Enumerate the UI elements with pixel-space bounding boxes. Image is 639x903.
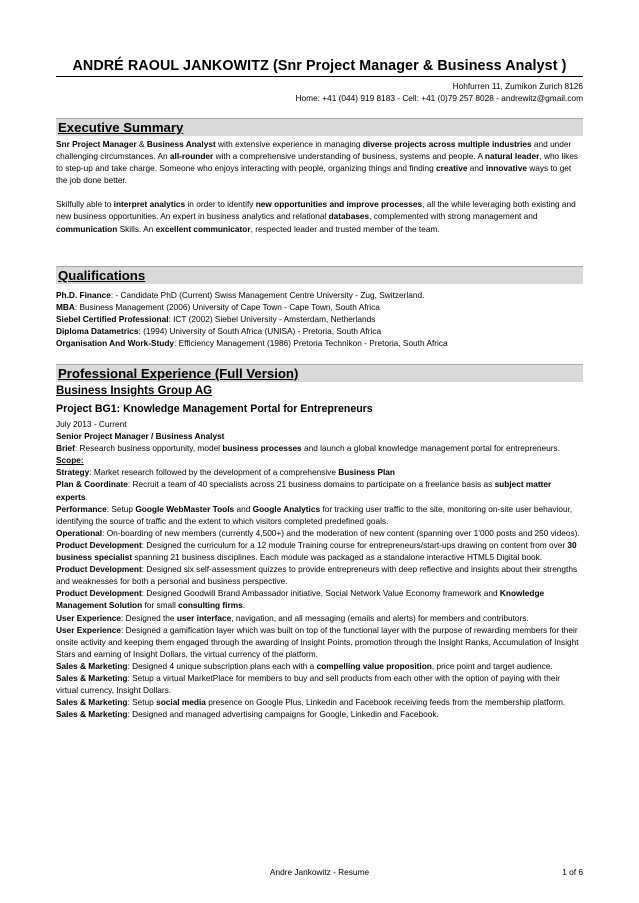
experience-details	[56, 418, 583, 720]
summary-paragraph-2	[56, 198, 583, 234]
bold-text: Sales & Marketing	[56, 672, 128, 683]
experience-line	[56, 478, 583, 502]
qualification-item	[56, 337, 583, 349]
bold-text: Product Development	[56, 588, 142, 599]
text-run: , all the while leveraging both existing and new business opportunities. An expert in business analytics and relational	[56, 199, 576, 222]
bold-text: Operational	[56, 527, 103, 538]
summary-heading-bar	[56, 118, 583, 136]
bold-text: Plan & Coordinate	[56, 479, 128, 490]
text-run: : (1994) University of South Africa (UNISA) - Pretoria, South Africa	[138, 326, 382, 337]
bold-text: innovative	[485, 163, 527, 174]
text-run: for tracking user traffic to the site, monitoring on-site user behaviour, identifying the source of traffic and the extent to which visitors completed predefined goals.	[56, 503, 573, 526]
footer-label: Andre Jankowitz - Resume	[269, 867, 370, 877]
text-run: : Designed six self-assessment quizzes to provide entrepreneurs with deep reflective and insights about their strengths and weaknesses for both a personal and business perspective.	[56, 564, 578, 587]
qualifications-heading: Qualifications	[58, 268, 146, 283]
summary-heading: Executive Summary	[58, 120, 184, 135]
experience-line	[56, 466, 583, 478]
text-run: : Designed the	[121, 612, 177, 623]
bold-text: social media	[156, 697, 206, 708]
text-run: &	[136, 139, 147, 149]
text-run: and launch a global knowledge management portal for entrepreneurs.	[301, 443, 560, 454]
bold-text: natural leader	[484, 151, 540, 162]
bold-text: interpret analytics	[113, 199, 186, 210]
text-run: : Setup	[127, 697, 157, 708]
bold-text: compelling value proposition	[316, 660, 432, 671]
bold-text: Business Analyst	[146, 139, 216, 149]
qualifications-heading-bar	[56, 266, 583, 284]
text-run: and under challenging circumstances. An	[56, 139, 572, 162]
experience-line	[56, 539, 583, 563]
bold-text: Knowledge Management Solution	[56, 588, 545, 611]
experience-line	[56, 708, 583, 720]
text-run: for small	[142, 600, 179, 611]
experience-line	[56, 430, 583, 442]
bold-text: Ph.D. Finance	[56, 290, 111, 300]
bold-text: subject matter experts	[56, 479, 552, 502]
bold-text: Business Plan	[338, 467, 395, 478]
text-run: Skilfully able to	[56, 199, 114, 210]
contact-line: Home: +41 (044) 919 8183 - Cell: +41 (0)79 257 8028 - andrewitz@gmail.com	[295, 93, 583, 103]
experience-line	[56, 454, 583, 466]
summary-body	[56, 138, 583, 235]
qualification-item	[56, 325, 583, 337]
qualification-item	[56, 301, 583, 313]
bold-text: Product Development	[56, 539, 142, 550]
experience-line	[56, 418, 583, 430]
text-run: : Market research followed by the development of a comprehensive	[89, 467, 339, 478]
text-run: , navigation, and all messaging (emails and alerts) for members and contributors.	[231, 612, 529, 623]
experience-line	[56, 503, 583, 527]
text-run: , complemented with strong management and	[369, 211, 538, 222]
company-name: Business Insights Group AG	[56, 385, 213, 397]
experience-line	[56, 612, 583, 624]
text-run: : Setup	[106, 503, 136, 514]
text-run: and	[467, 163, 486, 174]
text-run: spanning 21 business disciplines. Each module was packaged as a standalone interactive HTML5 Digital book.	[132, 552, 543, 563]
bold-text: excellent communicator	[155, 223, 251, 234]
bold-text: all-rounder	[169, 151, 214, 162]
qualifications-list	[56, 289, 583, 349]
text-run: Skills. An	[117, 223, 156, 234]
experience-heading-bar	[56, 364, 583, 382]
experience-line	[56, 660, 583, 672]
text-run: : ICT (2002) Siebel University - Amsterdam, Netherlands	[168, 314, 376, 325]
bold-text: new opportunities and improve processes	[255, 199, 423, 210]
bold-text: business processes	[222, 443, 302, 454]
text-run: : Designed the curriculum for a 12 module Training course for entrepreneurs/start-ups drawing on content from over	[141, 539, 568, 550]
bold-text: diverse projects across multiple industries	[362, 139, 532, 149]
text-run: , who likes to step-up and take charge. Someone who enjoys interacting with people, organizing things and finding	[56, 151, 579, 174]
bold-text: Product Development	[56, 564, 142, 575]
text-run: : Designed and managed advertising campaigns for Google, Linkedin and Facebook.	[127, 709, 439, 720]
experience-line	[56, 624, 583, 660]
title-divider	[56, 76, 583, 77]
text-run: , respected leader and trusted member of the team.	[250, 223, 440, 234]
bold-text: Performance	[56, 503, 107, 514]
text-run: : Designed Goodwill Brand Ambassador initiative, Social Network Value Economy framework and	[141, 588, 500, 599]
text-run: : Research business opportunity, model	[74, 443, 223, 454]
bold-text: Sales & Marketing	[56, 709, 128, 720]
text-run: in order to identify	[185, 199, 256, 210]
text-run: .	[242, 600, 246, 611]
text-run: with a comprehensive understanding of business, systems and people. A	[213, 151, 485, 162]
bold-text: Strategy	[56, 467, 90, 478]
address-line: Hohfurren 11, Zumikon Zurich 8126	[452, 81, 583, 91]
text-run: : Business Management (2006) University of Cape Town - Cape Town, South Africa	[74, 302, 380, 313]
resume-title: ANDRÉ RAOUL JANKOWITZ (Snr Project Manager & Business Analyst )	[72, 58, 567, 74]
bold-text: communication	[56, 223, 118, 234]
text-run: with extensive experience in managing	[215, 139, 363, 149]
bold-text: user interface	[176, 612, 232, 623]
text-run: and	[234, 503, 253, 514]
bold-text: databases	[328, 211, 370, 222]
text-run: : Designed a gamification layer which was built on top of the functional layer with the purpose of rewarding members for their onsite activity and keeping them engaged through the awarding of Insight Points, promotion through the Insight Ranks, Accumulation of Insight Stars and earning of Insight Dollars, the virtual currency of the platform.	[56, 624, 579, 659]
text-run: : Designed 4 unique subscription plans each with a	[127, 660, 317, 671]
bold-text: Google WebMaster Tools	[135, 503, 235, 514]
bold-text: MBA	[56, 302, 75, 313]
text-run: , price point and target audience.	[431, 660, 553, 671]
experience-heading: Professional Experience (Full Version)	[58, 366, 299, 381]
text-run: : Setup a virtual MarketPlace for members to buy and sell products from each other with the option of paying with their virtual currency, Insight Dollars.	[56, 672, 561, 696]
bold-text: consulting firms	[178, 600, 243, 611]
experience-line	[56, 696, 583, 708]
text-run: : On-boarding of new members (currently 4,500+) and the moderation of new content (spanning over 1’000 posts and 250 videos).	[102, 527, 580, 538]
experience-line	[56, 672, 583, 696]
text-run: ways to get the job done better.	[56, 163, 572, 186]
bold-text: Sales & Marketing	[56, 697, 128, 708]
experience-line	[56, 563, 583, 587]
bold-text: Senior Project Manager / Business Analyst	[56, 431, 225, 442]
bold-text: User Experience	[56, 624, 122, 635]
experience-line	[56, 442, 583, 454]
bold-text: 30 business specialist	[56, 539, 577, 563]
qualification-item	[56, 289, 583, 301]
bold-text: User Experience	[56, 612, 122, 623]
text-run: : - Candidate PhD (Current) Swiss Management Centre University - Zug, Switzerland.	[110, 290, 425, 300]
text-run: presence on Google Plus, Linkedin and Facebook receiving feeds from the membership platform.	[205, 697, 566, 708]
text-run: : Recruit a team of 40 specialists across 21 business domains to participate on a freelance basis as	[127, 479, 495, 490]
bold-text: Siebel Certified Professional	[56, 314, 169, 325]
text-run: .	[85, 491, 88, 502]
experience-line	[56, 587, 583, 611]
bold-text: Brief	[56, 443, 75, 454]
qualification-item	[56, 313, 583, 325]
page-number: 1 of 6	[562, 867, 583, 877]
experience-line	[56, 527, 583, 539]
text-run: : Efficiency Management (1986) Pretoria Technikon - Pretoria, South Africa	[174, 338, 448, 349]
bold-text: Snr Project Manager	[56, 139, 137, 149]
text-run: July 2013 - Current	[56, 419, 127, 429]
bold-text: Sales & Marketing	[56, 660, 128, 671]
bold-text: Google Analytics	[252, 503, 321, 514]
summary-paragraph-1	[56, 138, 583, 186]
underlined-text: Scope:	[56, 455, 84, 466]
project-title: Project BG1: Knowledge Management Portal for Entrepreneurs	[56, 403, 373, 415]
bold-text: Organisation And Work-Study	[56, 338, 175, 349]
bold-text: creative	[436, 163, 468, 174]
bold-text: Diploma Datametrics	[56, 326, 139, 337]
